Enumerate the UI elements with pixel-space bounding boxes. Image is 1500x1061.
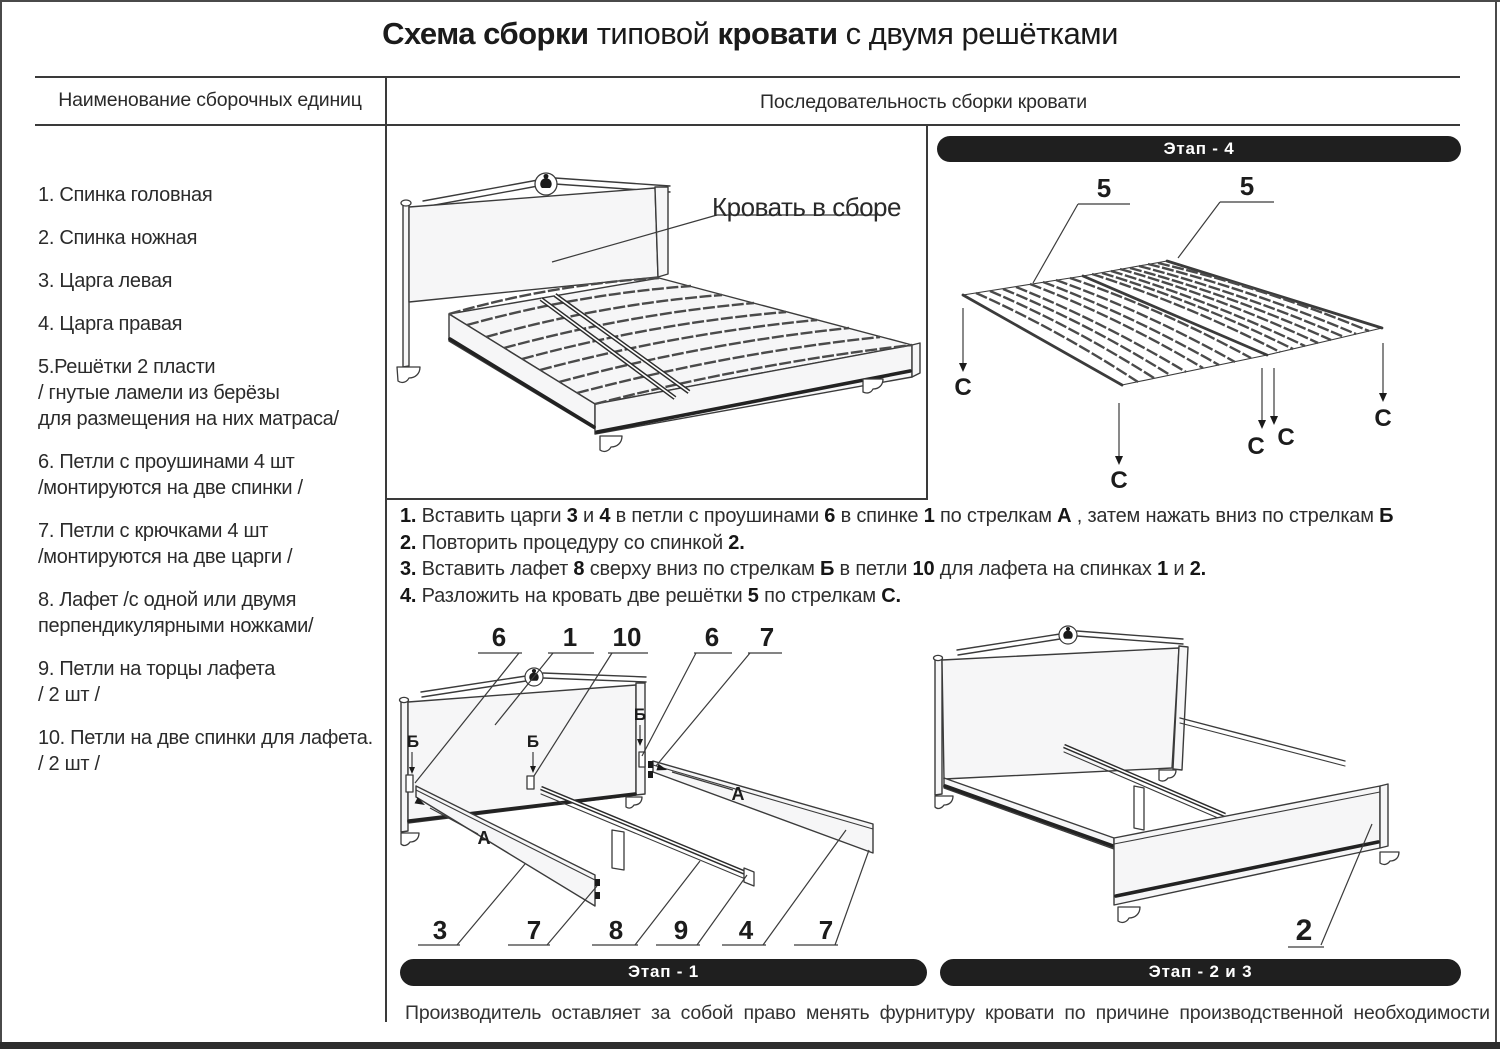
instruction-segment: Б [1379, 505, 1394, 527]
instruction-segment: 1 [1157, 558, 1168, 580]
slat-mat-left [963, 276, 1267, 385]
part-list-line: / гнутые ламели из берёзы [38, 382, 280, 404]
instruction-segment: 3. [400, 558, 417, 580]
page-border-bottom [0, 1042, 1500, 1049]
part-list-line: 6. Петли с проушинами 4 шт [38, 451, 295, 473]
part-list-line: 2. Спинка ножная [38, 227, 198, 249]
page-title-segment: кровати [717, 16, 838, 51]
arrow-label-a: А [477, 828, 491, 848]
stage-4-badge-label: Этап - 4 [1163, 139, 1235, 158]
direction-arrows-c [959, 308, 1387, 465]
instruction-segment: и [577, 505, 600, 527]
instruction-segment: в спинке [835, 505, 924, 527]
page-title-segment: с двумя решётками [837, 16, 1118, 51]
part-list-line: / 2 шт / [38, 753, 100, 775]
part-list-item [38, 518, 383, 570]
instruction-segment: С. [881, 584, 901, 607]
part-ref-6: 6 [704, 622, 720, 652]
instruction-segment: 1 [923, 505, 935, 527]
part-list-line: 5.Решётки 2 пласти [38, 356, 216, 378]
left-column-header: Наименование сборочных единиц [58, 89, 362, 111]
stage-4-drawing [930, 163, 1500, 500]
part-ref-8: 8 [608, 915, 624, 945]
part-list-item [38, 656, 383, 708]
title-divider [35, 76, 1460, 78]
part-list-line: 7. Петли с крючками 4 шт [38, 520, 269, 542]
instruction-segment: Вставить царги [416, 505, 567, 527]
part-list-line: 3. Царга левая [38, 270, 173, 292]
instruction-segment: 8 [573, 558, 585, 580]
stage-4-badge [937, 136, 1461, 162]
instruction-segment: и [1168, 558, 1190, 580]
headboard-foot [397, 367, 420, 382]
part-list-line: /монтируются на две спинки / [38, 477, 303, 499]
instruction-segment: в петли [834, 558, 913, 580]
instruction-line [400, 583, 1495, 610]
loop-hinge [639, 752, 645, 767]
part-list-line: для размещения на них матраса/ [38, 408, 339, 430]
stage-2-3-drawing [932, 618, 1497, 956]
part-ref-10: 10 [612, 622, 642, 652]
instruction-segment: 10 [912, 558, 935, 580]
part-list-item [38, 182, 383, 208]
part-list-item [38, 354, 383, 432]
instruction-segment: по стрелкам [934, 505, 1058, 527]
instruction-segment: Вставить лафет [416, 558, 574, 580]
arrow-label-b: Б [406, 732, 420, 751]
instruction-segment: , затем нажать вниз по стрелкам [1071, 505, 1380, 527]
instruction-segment: 3 [566, 505, 578, 527]
footboard-foot [863, 379, 883, 393]
part-ref-7: 7 [526, 915, 542, 945]
part-ref-7: 7 [759, 622, 775, 652]
instruction-segment: Б [820, 558, 835, 580]
part-list-line: перпендикулярными ножками/ [38, 615, 314, 637]
part-ref-9: 9 [673, 915, 689, 945]
headboard-foot [935, 796, 953, 808]
part-ref-3: 3 [432, 915, 448, 945]
page-border-top [0, 0, 1500, 2]
part-list-line: 4. Царга правая [38, 313, 183, 335]
instruction-segment: 2. [400, 531, 417, 554]
instruction-segment: для лафета на спинках [934, 558, 1158, 580]
instruction-segment: 4 [599, 505, 611, 527]
part-ref-1: 1 [562, 622, 578, 652]
lafet-hinge [527, 776, 534, 789]
page-title-segment: типовой [588, 16, 718, 51]
footboard-foot [600, 436, 622, 451]
arrow-label-c: С [954, 374, 972, 401]
arrow-label-b: Б [526, 732, 540, 751]
instruction-segment: в петли с проушинами [610, 505, 825, 527]
instruction-segment: А [1057, 505, 1072, 527]
arrow-label-c: С [1277, 424, 1295, 451]
page-title-segment: Схема сборки [382, 16, 589, 51]
headboard-foot [626, 797, 642, 808]
instructions [400, 503, 1495, 609]
part-list-item [38, 587, 383, 639]
part-ref-7: 7 [818, 915, 834, 945]
arrow-label-c: С [1247, 433, 1265, 460]
lafet-leg [1134, 786, 1144, 830]
part-list-item [38, 311, 383, 337]
assembled-bed-panel [386, 126, 928, 500]
instruction-segment: Повторить процедуру со спинкой [416, 531, 729, 554]
arrow-label-c: С [1374, 405, 1392, 432]
footboard [1114, 784, 1399, 922]
part-list-line: / 2 шт / [38, 684, 100, 706]
instruction-segment: 5 [747, 584, 759, 607]
loop-hinge [406, 775, 413, 792]
part-list-line: 1. Спинка головная [38, 184, 213, 206]
footboard-foot [1380, 852, 1399, 864]
stage-2-3-badge-label: Этап - 2 и 3 [1148, 962, 1253, 981]
part-list-line: /монтируются на две царги / [38, 546, 293, 568]
manufacturer-note: Производитель оставляет за собой право менять фурнитуру кровати по причине производственной необходимости [405, 1002, 1490, 1024]
lafet-leg [612, 830, 624, 870]
instruction-segment: 2. [728, 531, 745, 554]
part-ref-5: 5 [1239, 171, 1255, 201]
headboard-foot [1159, 770, 1176, 781]
page-title [0, 16, 1500, 52]
arrow-label-a: А [731, 784, 745, 804]
instruction-segment: 6 [824, 505, 836, 527]
right-column-header: Последовательность сборки кровати [760, 91, 1087, 113]
instruction-segment: 2. [1189, 558, 1206, 580]
instruction-segment: Разложить на кровать две решётки [416, 584, 748, 607]
part-ref-4: 4 [738, 915, 754, 945]
part-list-item [38, 449, 383, 501]
instruction-segment: по стрелкам [758, 584, 882, 607]
part-ref-2: 2 [1295, 914, 1313, 947]
part-list-line: 10. Петли на две спинки для лафета. [38, 727, 373, 749]
footboard-foot [1118, 907, 1140, 922]
part-list-line: 9. Петли на торцы лафета [38, 658, 276, 680]
stage-1-badge-label: Этап - 1 [627, 962, 700, 981]
stage-1-badge [400, 959, 927, 986]
headboard-foot [401, 833, 419, 845]
part-ref-5: 5 [1096, 173, 1112, 203]
instruction-segment: сверху вниз по стрелкам [584, 558, 820, 580]
bed-base [449, 278, 920, 451]
instruction-line [400, 503, 1495, 530]
part-ref-6: 6 [491, 622, 507, 652]
part-list-line: 8. Лафет /с одной или двумя [38, 589, 297, 611]
parts-list [38, 182, 383, 794]
instruction-line [400, 530, 1495, 557]
page-border-left [0, 0, 2, 1042]
instruction-line [400, 556, 1495, 583]
part-list-item [38, 268, 383, 294]
instruction-segment: 4. [400, 584, 417, 607]
part-list-item [38, 225, 383, 251]
stage-2-3-badge [940, 959, 1461, 986]
assembled-bed-drawing [386, 126, 926, 498]
part-list-item [38, 725, 383, 777]
arrow-label-c: С [1110, 467, 1128, 494]
stage-1-drawing [398, 618, 933, 956]
arrow-label-b: Б [633, 705, 647, 724]
instruction-segment: 1. [400, 505, 417, 527]
assembled-bed-label: Кровать в сборе [712, 192, 901, 222]
